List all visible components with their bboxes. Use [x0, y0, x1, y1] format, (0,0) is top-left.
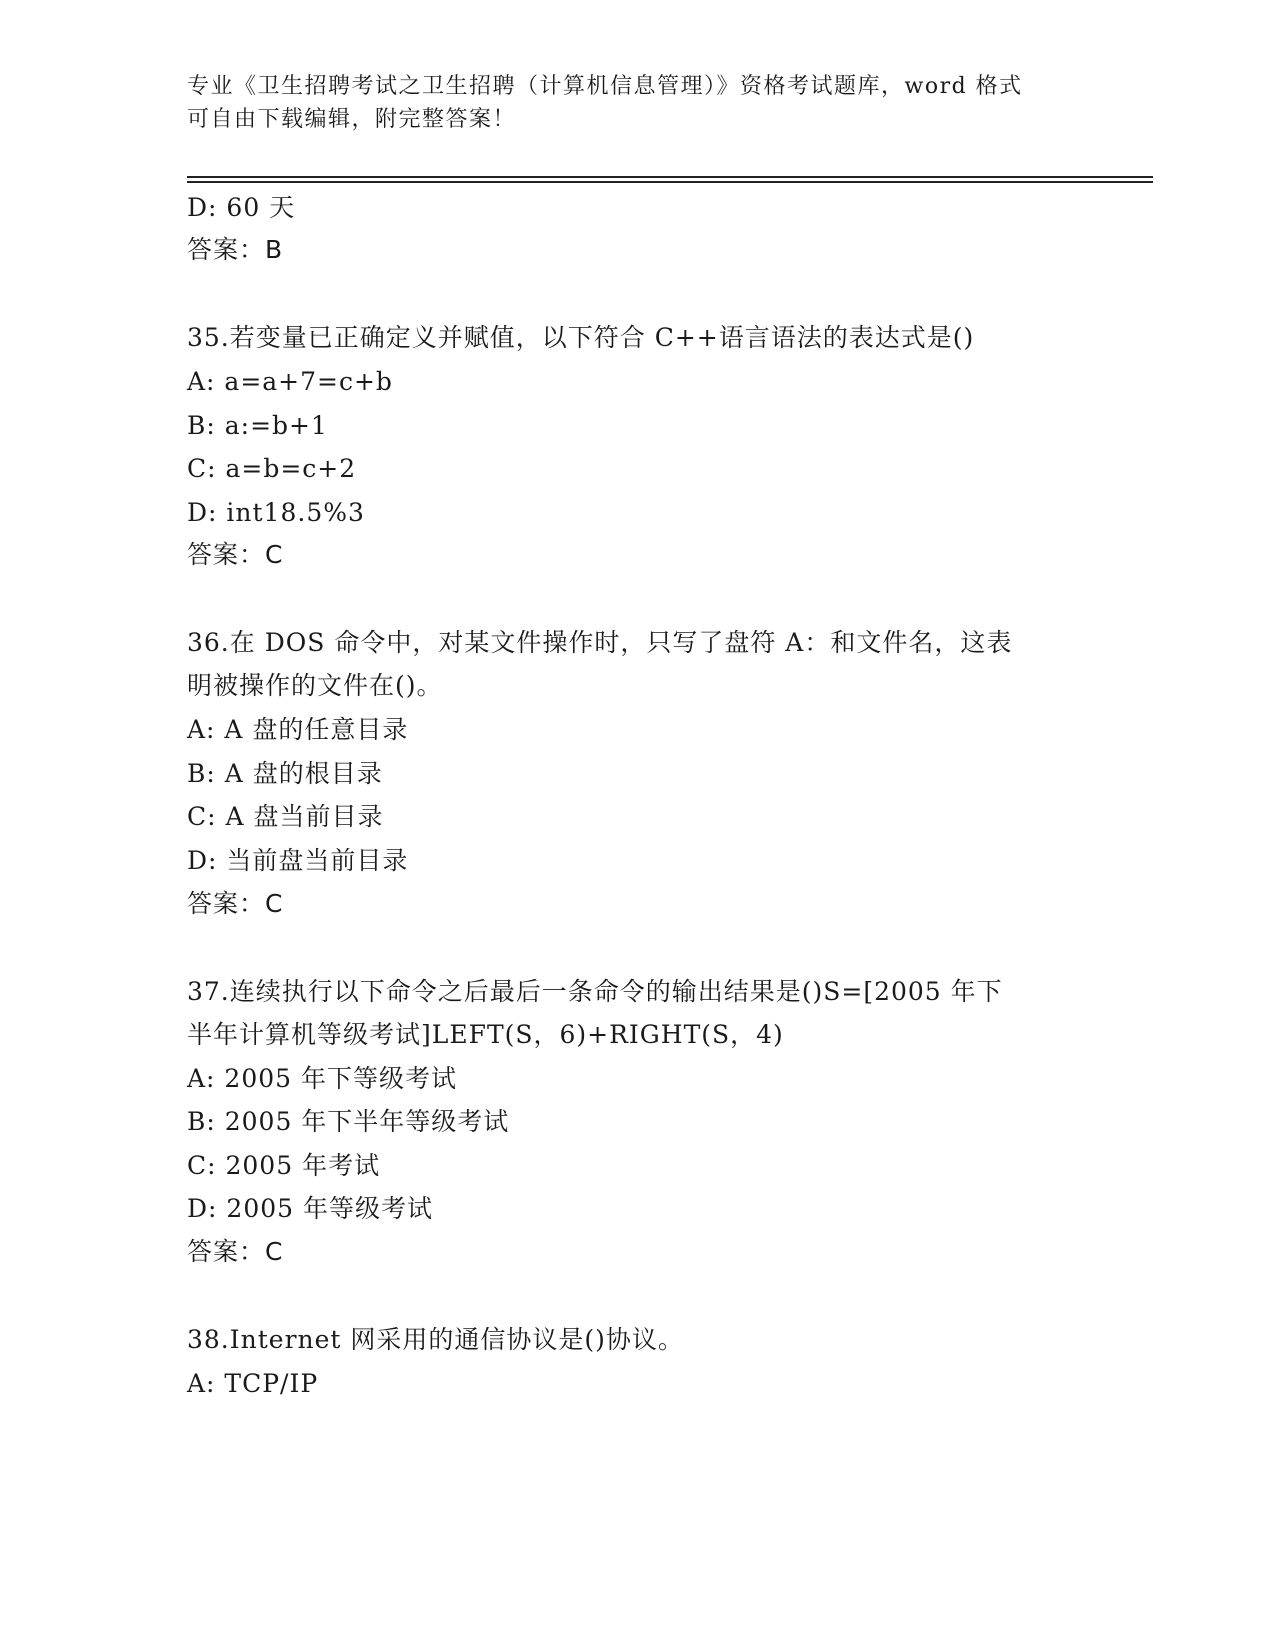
q37-answer: 答案：C [187, 1237, 284, 1266]
q36-option-b: B: A 盘的根目录 [187, 759, 383, 788]
q37-stem-line-1: 37.连续执行以下命令之后最后一条命令的输出结果是()S=[2005 年下 [187, 977, 1003, 1006]
header-rule-top [187, 176, 1153, 178]
q37-stem-line-2: 半年计算机等级考试]LEFT(S，6)+RIGHT(S，4) [187, 1020, 784, 1049]
q37-option-d: D: 2005 年等级考试 [187, 1194, 433, 1223]
q38-option-a: A: TCP/IP [187, 1369, 319, 1398]
prev-answer: 答案：B [187, 235, 284, 264]
q36-stem-line-2: 明被操作的文件在()。 [187, 671, 443, 700]
q35-answer: 答案：C [187, 540, 284, 569]
header-line-1: 专业《卫生招聘考试之卫生招聘（计算机信息管理）》资格考试题库，word 格式 [187, 74, 1023, 99]
q36-option-a: A: A 盘的任意目录 [187, 715, 409, 744]
q35-option-d: D: int18.5%3 [187, 498, 365, 527]
q36-stem-line-1: 36.在 DOS 命令中，对某文件操作时，只写了盘符 A：和文件名，这表 [187, 628, 1013, 657]
header-rule-bottom [187, 181, 1153, 183]
q38-stem-line-1: 38.Internet 网采用的通信协议是()协议。 [187, 1325, 684, 1354]
header-line-2: 可自由下载编辑，附完整答案！ [187, 107, 517, 132]
q35-option-a: A: a=a+7=c+b [187, 367, 393, 396]
q36-option-d: D: 当前盘当前目录 [187, 846, 409, 875]
q37-option-c: C: 2005 年考试 [187, 1151, 381, 1180]
q37-option-b: B: 2005 年下半年等级考试 [187, 1107, 510, 1136]
q36-option-c: C: A 盘当前目录 [187, 802, 384, 831]
q37-option-a: A: 2005 年下等级考试 [187, 1064, 457, 1093]
q35-stem-line-1: 35.若变量已正确定义并赋值，以下符合 C++语言语法的表达式是() [187, 323, 975, 352]
q35-option-b: B: a:=b+1 [187, 411, 328, 440]
q35-option-c: C: a=b=c+2 [187, 454, 357, 483]
document-header [187, 70, 1067, 136]
prev-option-d: D: 60 天 [187, 193, 296, 222]
q36-answer: 答案：C [187, 889, 284, 918]
